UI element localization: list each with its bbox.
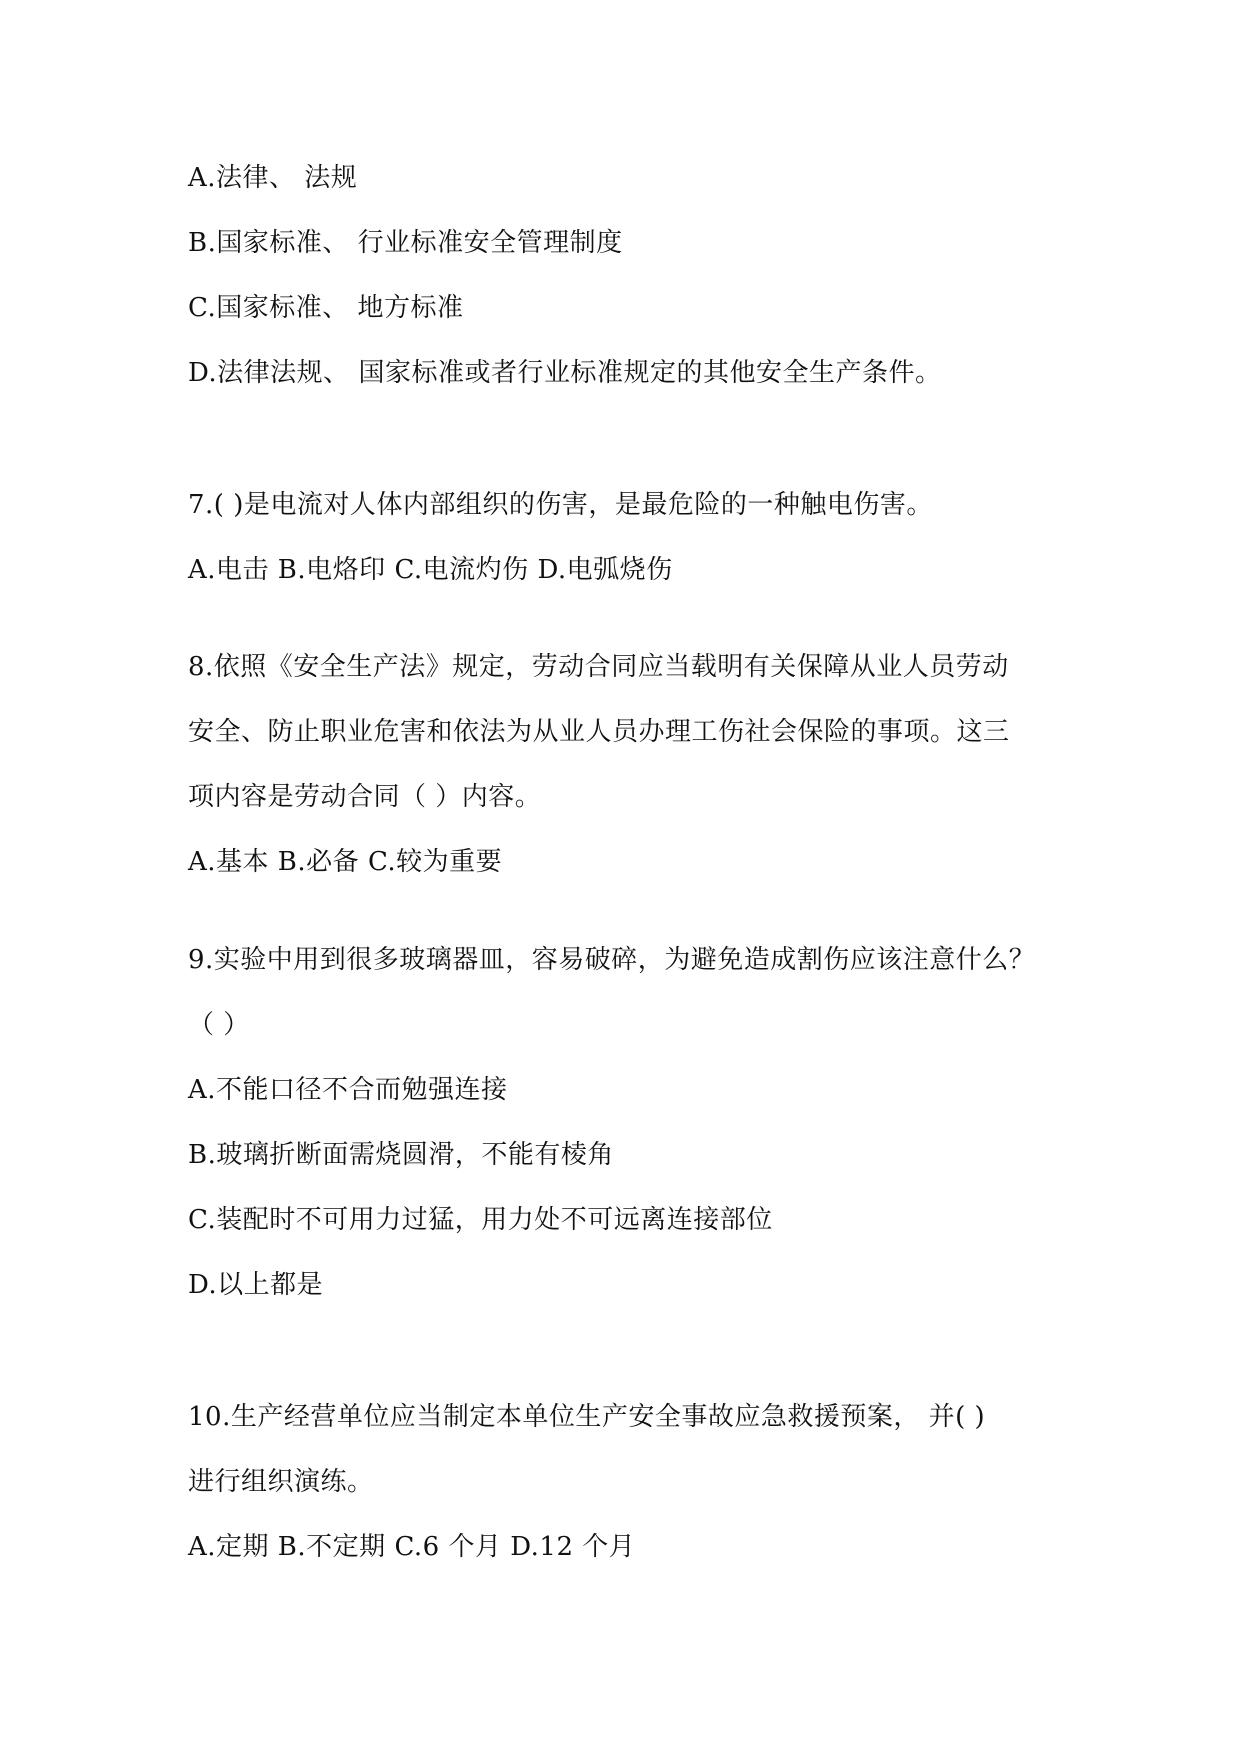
q6-option-a: A.法律、 法规: [188, 163, 358, 193]
q6-option-c: C.国家标准、 地方标准: [188, 293, 464, 323]
q6-option-b: B.国家标准、 行业标准安全管理制度: [188, 228, 623, 258]
q10-options: A.定期 B.不定期 C.6 个月 D.12 个月: [188, 1532, 636, 1562]
q9-option-c: C.装配时不可用力过猛，用力处不可远离连接部位: [188, 1205, 773, 1235]
q9-option-a: A.不能口径不合而勉强连接: [188, 1075, 508, 1105]
q7-options: A.电击 B.电烙印 C.电流灼伤 D.电弧烧伤: [188, 555, 673, 585]
q9-question-line-2: （ ）: [188, 1010, 250, 1040]
q8-question-line-1: 8.依照《安全生产法》规定，劳动合同应当载明有关保障从业人员劳动: [188, 652, 1009, 682]
q8-question-line-2: 安全、防止职业危害和依法为从业人员办理工伤社会保险的事项。这三: [188, 717, 1010, 747]
q10-question-line-1: 10.生产经营单位应当制定本单位生产安全事故应急救援预案， 并( ): [188, 1402, 986, 1432]
q9-option-b: B.玻璃折断面需烧圆滑，不能有棱角: [188, 1140, 614, 1170]
q9-question-line-1: 9.实验中用到很多玻璃器皿，容易破碎，为避免造成割伤应该注意什么？: [188, 945, 1036, 975]
q10-question-line-2: 进行组织演练。: [188, 1467, 374, 1497]
q6-option-d: D.法律法规、 国家标准或者行业标准规定的其他安全生产条件。: [188, 358, 942, 388]
q7-question: 7.( )是电流对人体内部组织的伤害，是最危险的一种触电伤害。: [188, 490, 933, 520]
q8-options: A.基本 B.必备 C.较为重要: [188, 847, 503, 877]
q9-option-d: D.以上都是: [188, 1270, 324, 1300]
q8-question-line-3: 项内容是劳动合同（ ）内容。: [188, 782, 542, 812]
